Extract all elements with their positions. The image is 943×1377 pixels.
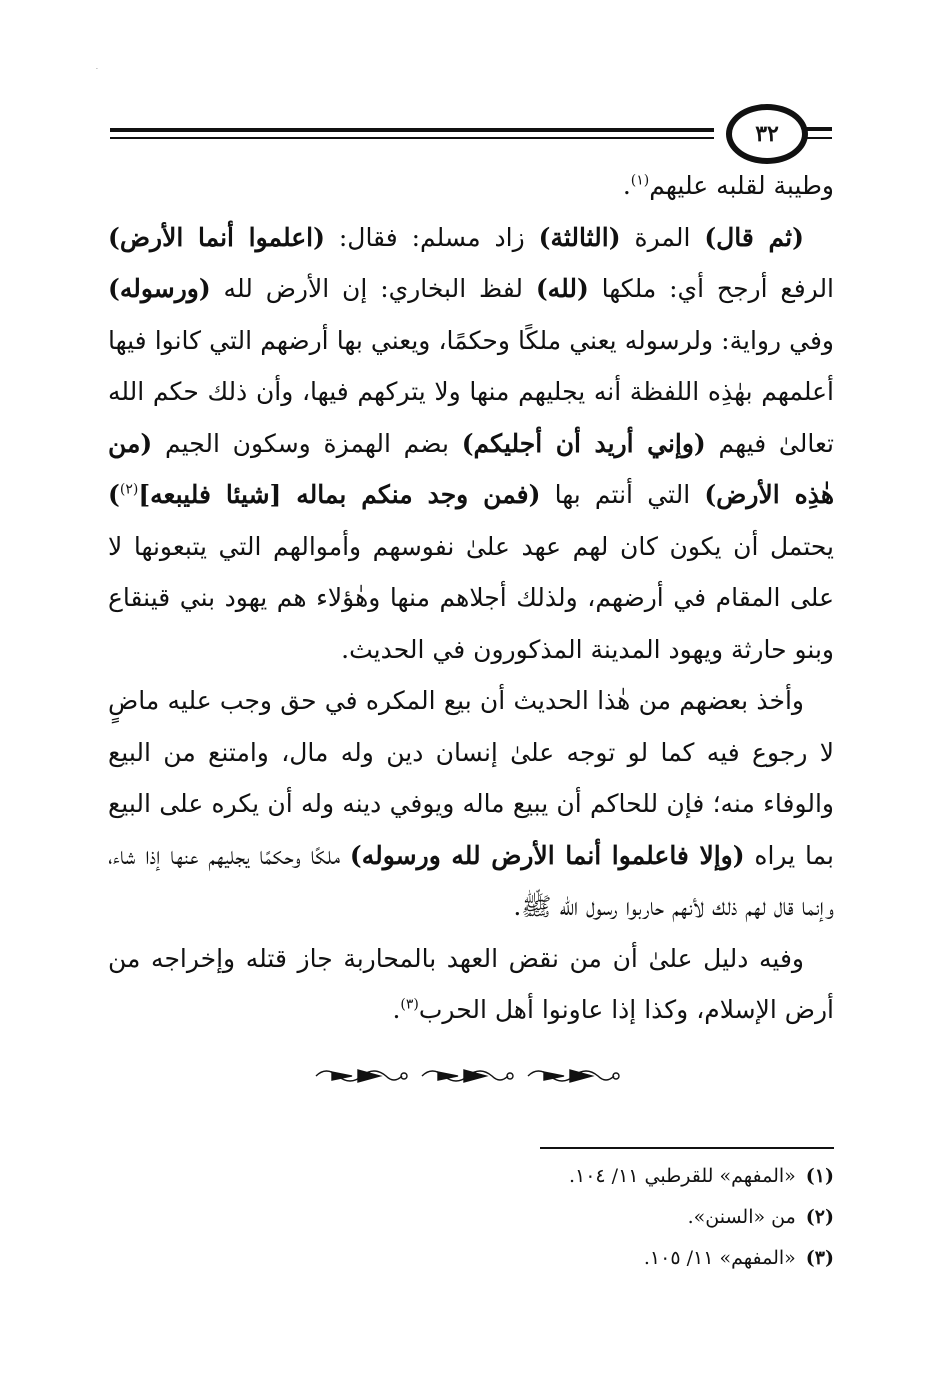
footnote (300, 1156, 834, 1197)
text-run: وفيه دليل علىٰ أن من نقض العهد بالمحاربة جاز قتله وإخراجه من أرض الإسلام، وكذا إذا عاونوا أهل الحرب (108, 943, 834, 1024)
ornament-motif (316, 1070, 407, 1082)
footnote-ref: (٣) (400, 996, 419, 1013)
text-run: وأخذ بعضهم من هٰذا الحديث أن بيع المكره في حق وجب عليه ماضٍ لا رجوع فيه كما لو توجه علىٰ إنسان دين وله مال، وامتنع من البيع والوفاء منه؛ فإن للحاكم أن يبيع ماله ويوفي دينه وله أن يكره على البيع بما يراه (108, 686, 835, 870)
footnote-text: «المفهم» للقرطبي ١١/ ١٠٤. (568, 1165, 796, 1187)
footnote (300, 1197, 834, 1238)
text-run: . (392, 995, 401, 1024)
footnotes (300, 1156, 834, 1279)
text-run: المرة (620, 222, 705, 252)
footnote-number: (٣) (805, 1247, 834, 1269)
footnote-separator (540, 1147, 834, 1149)
footnote-text: «المفهم» ١١/ ١٠٥. (643, 1247, 796, 1269)
footnote-ref: (٢) (119, 481, 139, 498)
bold-quote: (وإلا فاعلموا أنما الأرض لله ورسوله) (349, 840, 745, 870)
main-text (108, 160, 834, 1036)
ornament-motif (528, 1070, 619, 1082)
footnote (300, 1238, 834, 1279)
bold-quote: (ثم قال) (704, 222, 804, 252)
header-rule-stub-thin (806, 137, 832, 139)
paragraph (108, 160, 834, 212)
paragraph (108, 933, 834, 1036)
text-run: وطيبة لقلبه عليهم (649, 171, 834, 200)
footnote-ref: (١) (630, 172, 650, 189)
text-run: وفي رواية: ولرسوله يعني ملكًا وحكمًا، ويعني بها أرضهم التي كانوا فيها أعلمهم بهٰذِه اللفظة أنه يجليهم منها ولا يتركهم فيها، وأن ذلك حكم الله تعالىٰ فيهم (108, 325, 835, 458)
scan-speck: · (96, 66, 98, 73)
bold-quote: (الثالثة) (538, 222, 621, 252)
header-rule-thin (110, 137, 714, 139)
bold-quote: (اعلموا أنما الأرض) (108, 222, 325, 252)
section-ornament (300, 1060, 640, 1090)
text-run: بضم الهمزة وسكون الجيم (152, 428, 462, 458)
bold-quote: (من هٰذِه الأرض) (108, 428, 835, 509)
footnote-number: (١) (805, 1165, 834, 1187)
footnote-text: من «السنن». (687, 1206, 796, 1228)
text-run: زاد مسلم: فقال: (324, 222, 539, 252)
bold-quote: (ورسوله) (108, 274, 211, 303)
page-number: ٣٢ (755, 121, 779, 147)
bold-quote: (وإني أريد أن أجليكم) (461, 428, 706, 458)
header-rule-stub (806, 127, 832, 131)
text-run: ملكًا وحكمًا يجليهم عنها إذا شاء، وإنما قال لهم ذلك لأنهم حاربوا رسول الله ﷺ. (108, 840, 834, 921)
paragraph (108, 212, 834, 676)
text-run: . (622, 171, 631, 200)
footnote-number: (٢) (805, 1206, 834, 1228)
page-number-badge (726, 104, 808, 164)
ornament-motif (422, 1070, 513, 1082)
bold-quote: (فمن وجد منكم بماله [شيئا فليبعه] (138, 480, 541, 509)
bold-quote: (لله) (535, 274, 589, 303)
header-rule-thick (110, 128, 714, 132)
text-run: يحتمل أن يكون كان لهم عهد علىٰ نفوسهم وأموالهم التي يتبعونها لا على المقام في أرضهم، ولذلك أجلاهم منها وهٰؤلاء هم يهود بني قينقاع وبنو حارثة ويهود المدينة المذكورون في الحديث. (108, 531, 834, 664)
paragraph (108, 675, 834, 933)
text-run: لفظ البخاري: إن الأرض لله (210, 274, 536, 303)
text-run: التي أنتم بها (540, 480, 705, 509)
text-run: الرفع أرجح أي: ملكها (588, 274, 835, 303)
bold-quote: ) (108, 480, 120, 509)
